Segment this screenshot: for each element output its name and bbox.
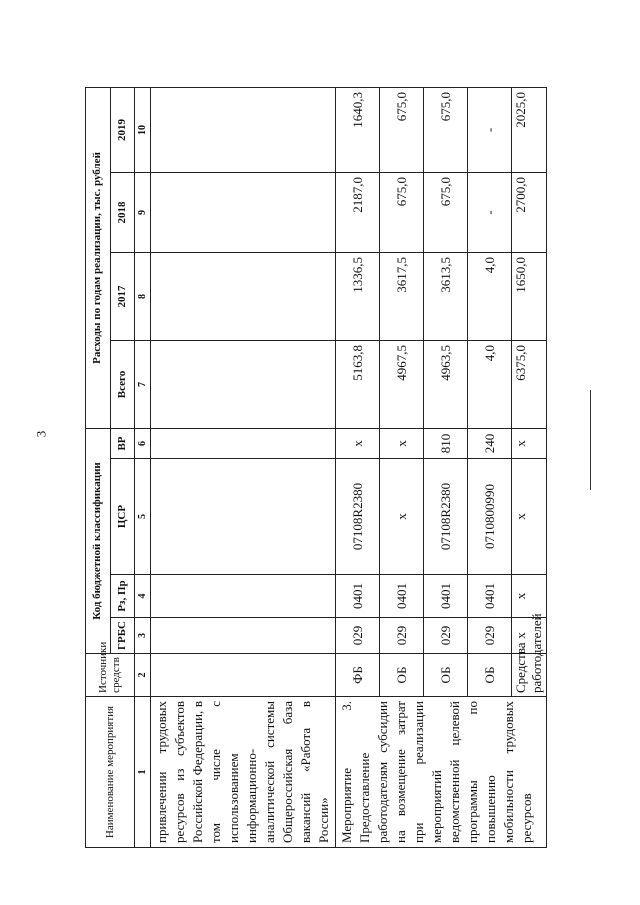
budget-table xyxy=(85,87,547,848)
cell-source: ФБ xyxy=(336,654,380,697)
header-grbs: ГРБС xyxy=(110,618,135,654)
page-number: 3 xyxy=(33,430,49,438)
rotated-table-container xyxy=(85,88,544,848)
measure3-name: Мероприятие 3. Предоставление работодателям субсидии на возмещение затрат при реализации мероприятий ведомственной целевой программы по повышению мобильности трудовых ресурсов xyxy=(336,697,547,848)
cell-2019: 675,0 xyxy=(424,87,468,172)
cell-vr: 810 xyxy=(424,429,468,459)
cell-total: 4,0 xyxy=(468,341,512,429)
cell-rzpr: 0401 xyxy=(336,575,380,618)
cell-2019: 2025,0 xyxy=(512,87,547,172)
cell-rzpr: 0401 xyxy=(380,575,424,618)
cell-vr: х xyxy=(336,429,380,459)
cell-vr: 240 xyxy=(468,429,512,459)
cell-2017: 3617,5 xyxy=(380,253,424,341)
cell-total: 4967,5 xyxy=(380,341,424,429)
cell-csr: 0710800990 xyxy=(468,459,512,575)
cell-2017: 1650,0 xyxy=(512,253,547,341)
cell-total: 4963,5 xyxy=(424,341,468,429)
header-expenses: Расходы по годам реализации, тыс. рублей xyxy=(86,87,111,428)
column-number: 3 xyxy=(135,618,151,654)
column-number: 10 xyxy=(135,87,151,172)
cell-csr: 07108R2380 xyxy=(424,459,468,575)
cell-total: 6375,0 xyxy=(512,341,547,429)
cell-rzpr: 0401 xyxy=(424,575,468,618)
cell-2019: - xyxy=(468,87,512,172)
header-source: Источники средств xyxy=(86,654,135,697)
header-2019: 2019 xyxy=(110,87,135,172)
cell-rzpr: х xyxy=(512,575,547,618)
column-number: 6 xyxy=(135,429,151,459)
continuation-text: привлечении трудовых ресурсов из субъектов Российской Федерации, в том числе с использованием информационно-аналитической системы Общероссийская база вакансий «Работа в России» xyxy=(151,697,336,848)
cell-2018: 2700,0 xyxy=(512,173,547,253)
column-number: 8 xyxy=(135,253,151,341)
header-vr: ВР xyxy=(110,429,135,459)
cell-2017: 4,0 xyxy=(468,253,512,341)
cell-source: Средства работодателей xyxy=(512,654,547,697)
cell-grbs: 029 xyxy=(380,618,424,654)
cell-source: ОБ xyxy=(380,654,424,697)
cell-grbs: 029 xyxy=(424,618,468,654)
cell-csr: х xyxy=(512,459,547,575)
header-budget-code: Код бюджетной классификации xyxy=(86,429,111,654)
header-total: Всего xyxy=(110,341,135,429)
column-number: 1 xyxy=(135,697,151,848)
cell-total: 5163,8 xyxy=(336,341,380,429)
cell-source: ОБ xyxy=(468,654,512,697)
cell-csr: 07108R2380 xyxy=(336,459,380,575)
cell-csr: х xyxy=(380,459,424,575)
column-number: 2 xyxy=(135,654,151,697)
header-rzpr: Рз, Пр xyxy=(110,575,135,618)
cell-2018: - xyxy=(468,173,512,253)
header-csr: ЦСР xyxy=(110,459,135,575)
cell-source: ОБ xyxy=(424,654,468,697)
cell-vr: х xyxy=(512,429,547,459)
header-2018: 2018 xyxy=(110,173,135,253)
header-name: Наименование мероприятия xyxy=(86,697,135,848)
cell-2017: 1336,5 xyxy=(336,253,380,341)
divider-line xyxy=(590,390,591,490)
cell-2019: 675,0 xyxy=(380,87,424,172)
cell-grbs: 029 xyxy=(468,618,512,654)
cell-rzpr: 0401 xyxy=(468,575,512,618)
cell-2017: 3613,5 xyxy=(424,253,468,341)
cell-2018: 675,0 xyxy=(424,173,468,253)
column-number: 7 xyxy=(135,341,151,429)
cell-2019: 1640,3 xyxy=(336,87,380,172)
column-number: 9 xyxy=(135,173,151,253)
cell-grbs: 029 xyxy=(336,618,380,654)
cell-2018: 2187,0 xyxy=(336,173,380,253)
cell-2018: 675,0 xyxy=(380,173,424,253)
cell-vr: х xyxy=(380,429,424,459)
table-row xyxy=(336,87,380,847)
cell-grbs: х xyxy=(512,618,547,654)
column-number: 4 xyxy=(135,575,151,618)
header-2017: 2017 xyxy=(110,253,135,341)
column-number: 5 xyxy=(135,459,151,575)
